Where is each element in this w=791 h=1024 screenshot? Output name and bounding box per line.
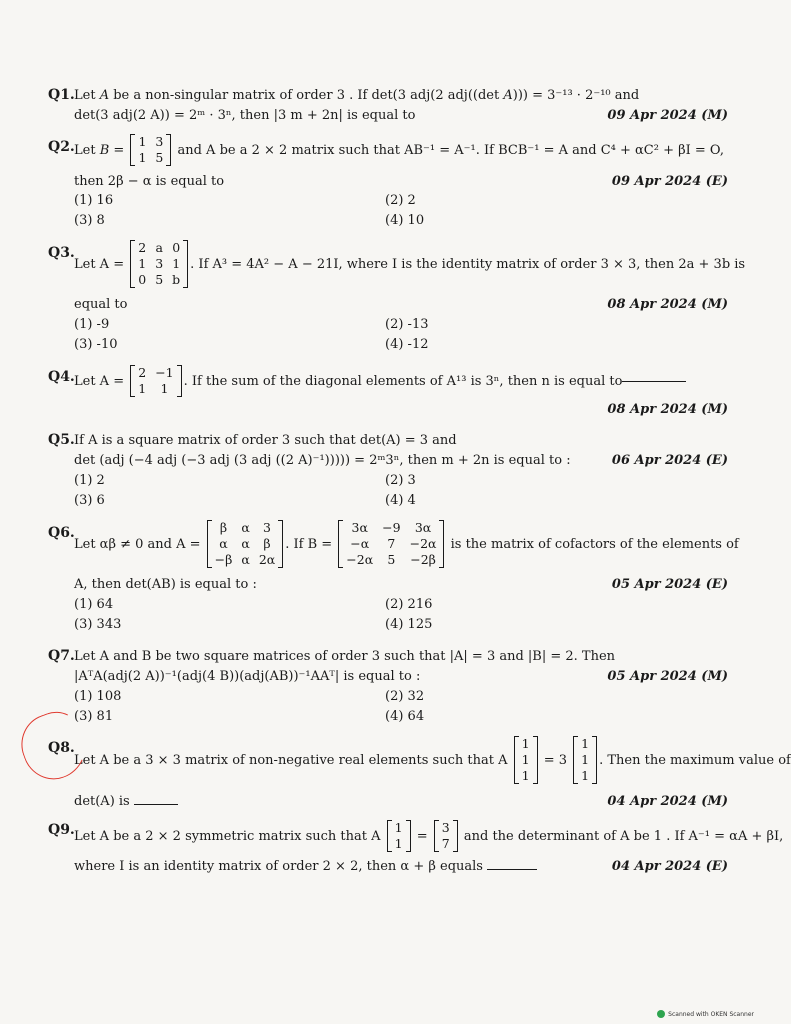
exam-date: 08 Apr 2024 (M) bbox=[607, 402, 728, 417]
question-text-line-1: Let A be a non-singular matrix of order 3 . If det(3 adj(2 adj((det A))) = 3⁻¹³ · 2⁻¹⁰ and bbox=[74, 88, 640, 103]
matrix-cell: 1 bbox=[581, 768, 590, 783]
exam-date: 04 Apr 2024 (E) bbox=[611, 859, 728, 874]
option-1: (1) 2 bbox=[74, 473, 105, 488]
option-4: (4) 125 bbox=[385, 617, 433, 632]
matrix-cell: 1 bbox=[581, 736, 590, 751]
exam-date: 05 Apr 2024 (E) bbox=[611, 577, 728, 592]
matrix-cell: β bbox=[219, 520, 228, 535]
question-text-line-1: Let A and B be two square matrices of order 3 such that |A| = 3 and |B| = 2. Then bbox=[74, 649, 616, 664]
matrix-a bbox=[130, 365, 181, 397]
matrix-cell: 1 bbox=[521, 768, 530, 783]
matrix-cell: 1 bbox=[138, 256, 147, 271]
answer-blank bbox=[622, 381, 686, 382]
question-number: Q6. bbox=[48, 525, 75, 541]
exam-date: 08 Apr 2024 (M) bbox=[607, 297, 728, 312]
matrix-cell: 5 bbox=[387, 552, 396, 567]
exam-date: 06 Apr 2024 (E) bbox=[611, 453, 728, 468]
question-7 bbox=[48, 648, 728, 728]
question-text-line-1: Let B = 1 3 1 5 and A be a 2 × 2 matrix such that AB⁻¹ = A⁻¹. If BCB⁻¹ = A and C⁴ + αC² + βI = O, bbox=[74, 134, 724, 165]
option-2: (2) 32 bbox=[385, 689, 425, 704]
question-text-line-2: |AᵀA(adj(2 A))⁻¹(adj(4 B))(adj(AB))⁻¹AAᵀ| is equal to : bbox=[74, 669, 421, 684]
question-text-line-2: equal to bbox=[74, 297, 128, 312]
matrix-cell: 1 bbox=[138, 150, 147, 165]
matrix-cell: 1 bbox=[172, 256, 181, 271]
scanner-watermark: Scanned with OKEN Scanner bbox=[657, 1010, 754, 1018]
option-4: (4) 64 bbox=[385, 709, 425, 724]
question-text-line-2: then 2β − α is equal to bbox=[74, 174, 225, 189]
option-3: (3) -10 bbox=[74, 337, 118, 352]
option-4: (4) -12 bbox=[385, 337, 429, 352]
matrix-cell: α bbox=[241, 552, 250, 567]
question-5 bbox=[48, 432, 728, 512]
matrix-cell: 1 bbox=[521, 752, 530, 767]
matrix-cell: 3 bbox=[155, 134, 164, 149]
question-text-line-2: det(3 adj(2 A)) = 2ᵐ · 3ⁿ, then |3 m + 2n| is equal to bbox=[74, 108, 416, 123]
option-1: (1) 108 bbox=[74, 689, 122, 704]
matrix-cell: 2 bbox=[138, 365, 147, 380]
matrix-cell: α bbox=[241, 536, 250, 551]
column-vector bbox=[514, 736, 538, 784]
matrix-cell: −1 bbox=[155, 365, 174, 380]
question-number: Q4. bbox=[48, 369, 75, 385]
column-vector bbox=[387, 820, 411, 852]
question-text-line-1: Let A = 2 −1 1 1 . If the sum of the diagonal elements of A¹³ is 3ⁿ, then n is equal to bbox=[74, 365, 686, 397]
option-1: (1) 64 bbox=[74, 597, 114, 612]
matrix-cell: 1 bbox=[394, 820, 403, 835]
matrix-cell: a bbox=[155, 240, 163, 255]
question-number: Q2. bbox=[48, 139, 75, 155]
option-4: (4) 4 bbox=[385, 493, 416, 508]
exam-date: 05 Apr 2024 (M) bbox=[607, 669, 728, 684]
matrix-cell: b bbox=[172, 272, 181, 287]
matrix-a bbox=[207, 520, 284, 568]
exam-date: 09 Apr 2024 (M) bbox=[607, 108, 728, 123]
column-vector bbox=[573, 736, 597, 784]
matrix-cell: 1 bbox=[160, 381, 169, 396]
question-number: Q5. bbox=[48, 432, 75, 448]
matrix-cell: 3α bbox=[414, 520, 432, 535]
matrix-cell: 7 bbox=[387, 536, 396, 551]
matrix-cell: 3α bbox=[351, 520, 368, 535]
matrix-cell: −2α bbox=[346, 552, 374, 567]
option-3: (3) 8 bbox=[74, 213, 105, 228]
question-text-line-1: If A is a square matrix of order 3 such that det(A) = 3 and bbox=[74, 433, 457, 448]
question-text-line-1: Let A be a 3 × 3 matrix of non-negative real elements such that A 1 1 1 = 3 1 1 1 . Then the maximum value of bbox=[74, 736, 791, 783]
matrix-cell: 7 bbox=[441, 836, 450, 851]
matrix-cell: −9 bbox=[382, 520, 401, 535]
matrix-b bbox=[130, 134, 171, 166]
option-3: (3) 343 bbox=[74, 617, 122, 632]
question-text-line-1: Let αβ ≠ 0 and A = β α 3 α α β −β α 2α . If B = 3α −9 3α −α 7 −2α −2α 5 −2β is the matrix of cofactors of the elements of bbox=[74, 520, 739, 567]
option-2: (2) 2 bbox=[385, 193, 416, 208]
matrix-cell: −α bbox=[350, 536, 370, 551]
matrix-cell: 2α bbox=[258, 552, 276, 567]
question-number: Q7. bbox=[48, 648, 75, 664]
question-number: Q1. bbox=[48, 87, 75, 103]
matrix-b bbox=[338, 520, 444, 568]
option-3: (3) 81 bbox=[74, 709, 114, 724]
column-vector bbox=[434, 820, 458, 852]
matrix-cell: 1 bbox=[394, 836, 403, 851]
matrix-cell: 1 bbox=[521, 736, 530, 751]
matrix-cell: 5 bbox=[155, 272, 164, 287]
question-9 bbox=[48, 820, 784, 876]
matrix-cell: 1 bbox=[138, 134, 147, 149]
matrix-cell: −2α bbox=[409, 536, 437, 551]
option-2: (2) -13 bbox=[385, 317, 429, 332]
option-3: (3) 6 bbox=[74, 493, 105, 508]
matrix-cell: α bbox=[241, 520, 250, 535]
option-4: (4) 10 bbox=[385, 213, 425, 228]
question-6 bbox=[48, 520, 739, 636]
question-2 bbox=[48, 134, 728, 228]
matrix-cell: −2β bbox=[410, 552, 436, 567]
matrix-cell: β bbox=[263, 536, 271, 551]
question-4 bbox=[48, 365, 728, 421]
question-8 bbox=[48, 736, 791, 812]
question-text-line-2: det (adj (−4 adj (−3 adj (3 adj ((2 A)⁻¹))))) = 2ᵐ3ⁿ, then m + 2n is equal to : bbox=[74, 453, 571, 468]
question-1 bbox=[48, 86, 728, 126]
question-number: Q3. bbox=[48, 245, 75, 261]
exam-date: 04 Apr 2024 (M) bbox=[607, 794, 728, 809]
exam-date: 09 Apr 2024 (E) bbox=[611, 174, 728, 189]
matrix-cell: −β bbox=[214, 552, 233, 567]
matrix-cell: 3 bbox=[155, 256, 164, 271]
option-2: (2) 216 bbox=[385, 597, 433, 612]
question-text-line-2: where I is an identity matrix of order 2 × 2, then α + β equals bbox=[74, 859, 537, 874]
question-text-line-2: A, then det(AB) is equal to : bbox=[74, 577, 257, 592]
question-text-line-1: Let A be a 2 × 2 symmetric matrix such that A 1 1 = 3 7 and the determinant of A be 1 . If A⁻¹ = αA + βI, bbox=[74, 820, 784, 851]
option-1: (1) 16 bbox=[74, 193, 114, 208]
matrix-cell: 0 bbox=[138, 272, 147, 287]
matrix-cell: 1 bbox=[138, 381, 147, 396]
question-text-line-2: det(A) is bbox=[74, 794, 178, 809]
matrix-cell: 0 bbox=[172, 240, 181, 255]
question-number: Q9. bbox=[48, 822, 75, 838]
scanner-logo-icon bbox=[657, 1010, 665, 1018]
option-1: (1) -9 bbox=[74, 317, 110, 332]
matrix-cell: α bbox=[219, 536, 228, 551]
answer-blank bbox=[134, 804, 178, 805]
matrix-a bbox=[130, 240, 188, 288]
question-3 bbox=[48, 240, 746, 356]
matrix-cell: 2 bbox=[138, 240, 147, 255]
matrix-cell: 1 bbox=[581, 752, 590, 767]
option-2: (2) 3 bbox=[385, 473, 416, 488]
answer-blank bbox=[487, 869, 537, 870]
question-text-line-1: Let A = 2 a 0 1 3 1 0 5 b . If A³ = 4A² − A − 21I, where I is the identity matrix of order 3 × 3, then 2a + 3b is bbox=[74, 240, 746, 287]
matrix-cell: 3 bbox=[441, 820, 450, 835]
matrix-cell: 5 bbox=[155, 150, 164, 165]
matrix-cell: 3 bbox=[263, 520, 271, 535]
question-number: Q8. bbox=[48, 740, 75, 756]
